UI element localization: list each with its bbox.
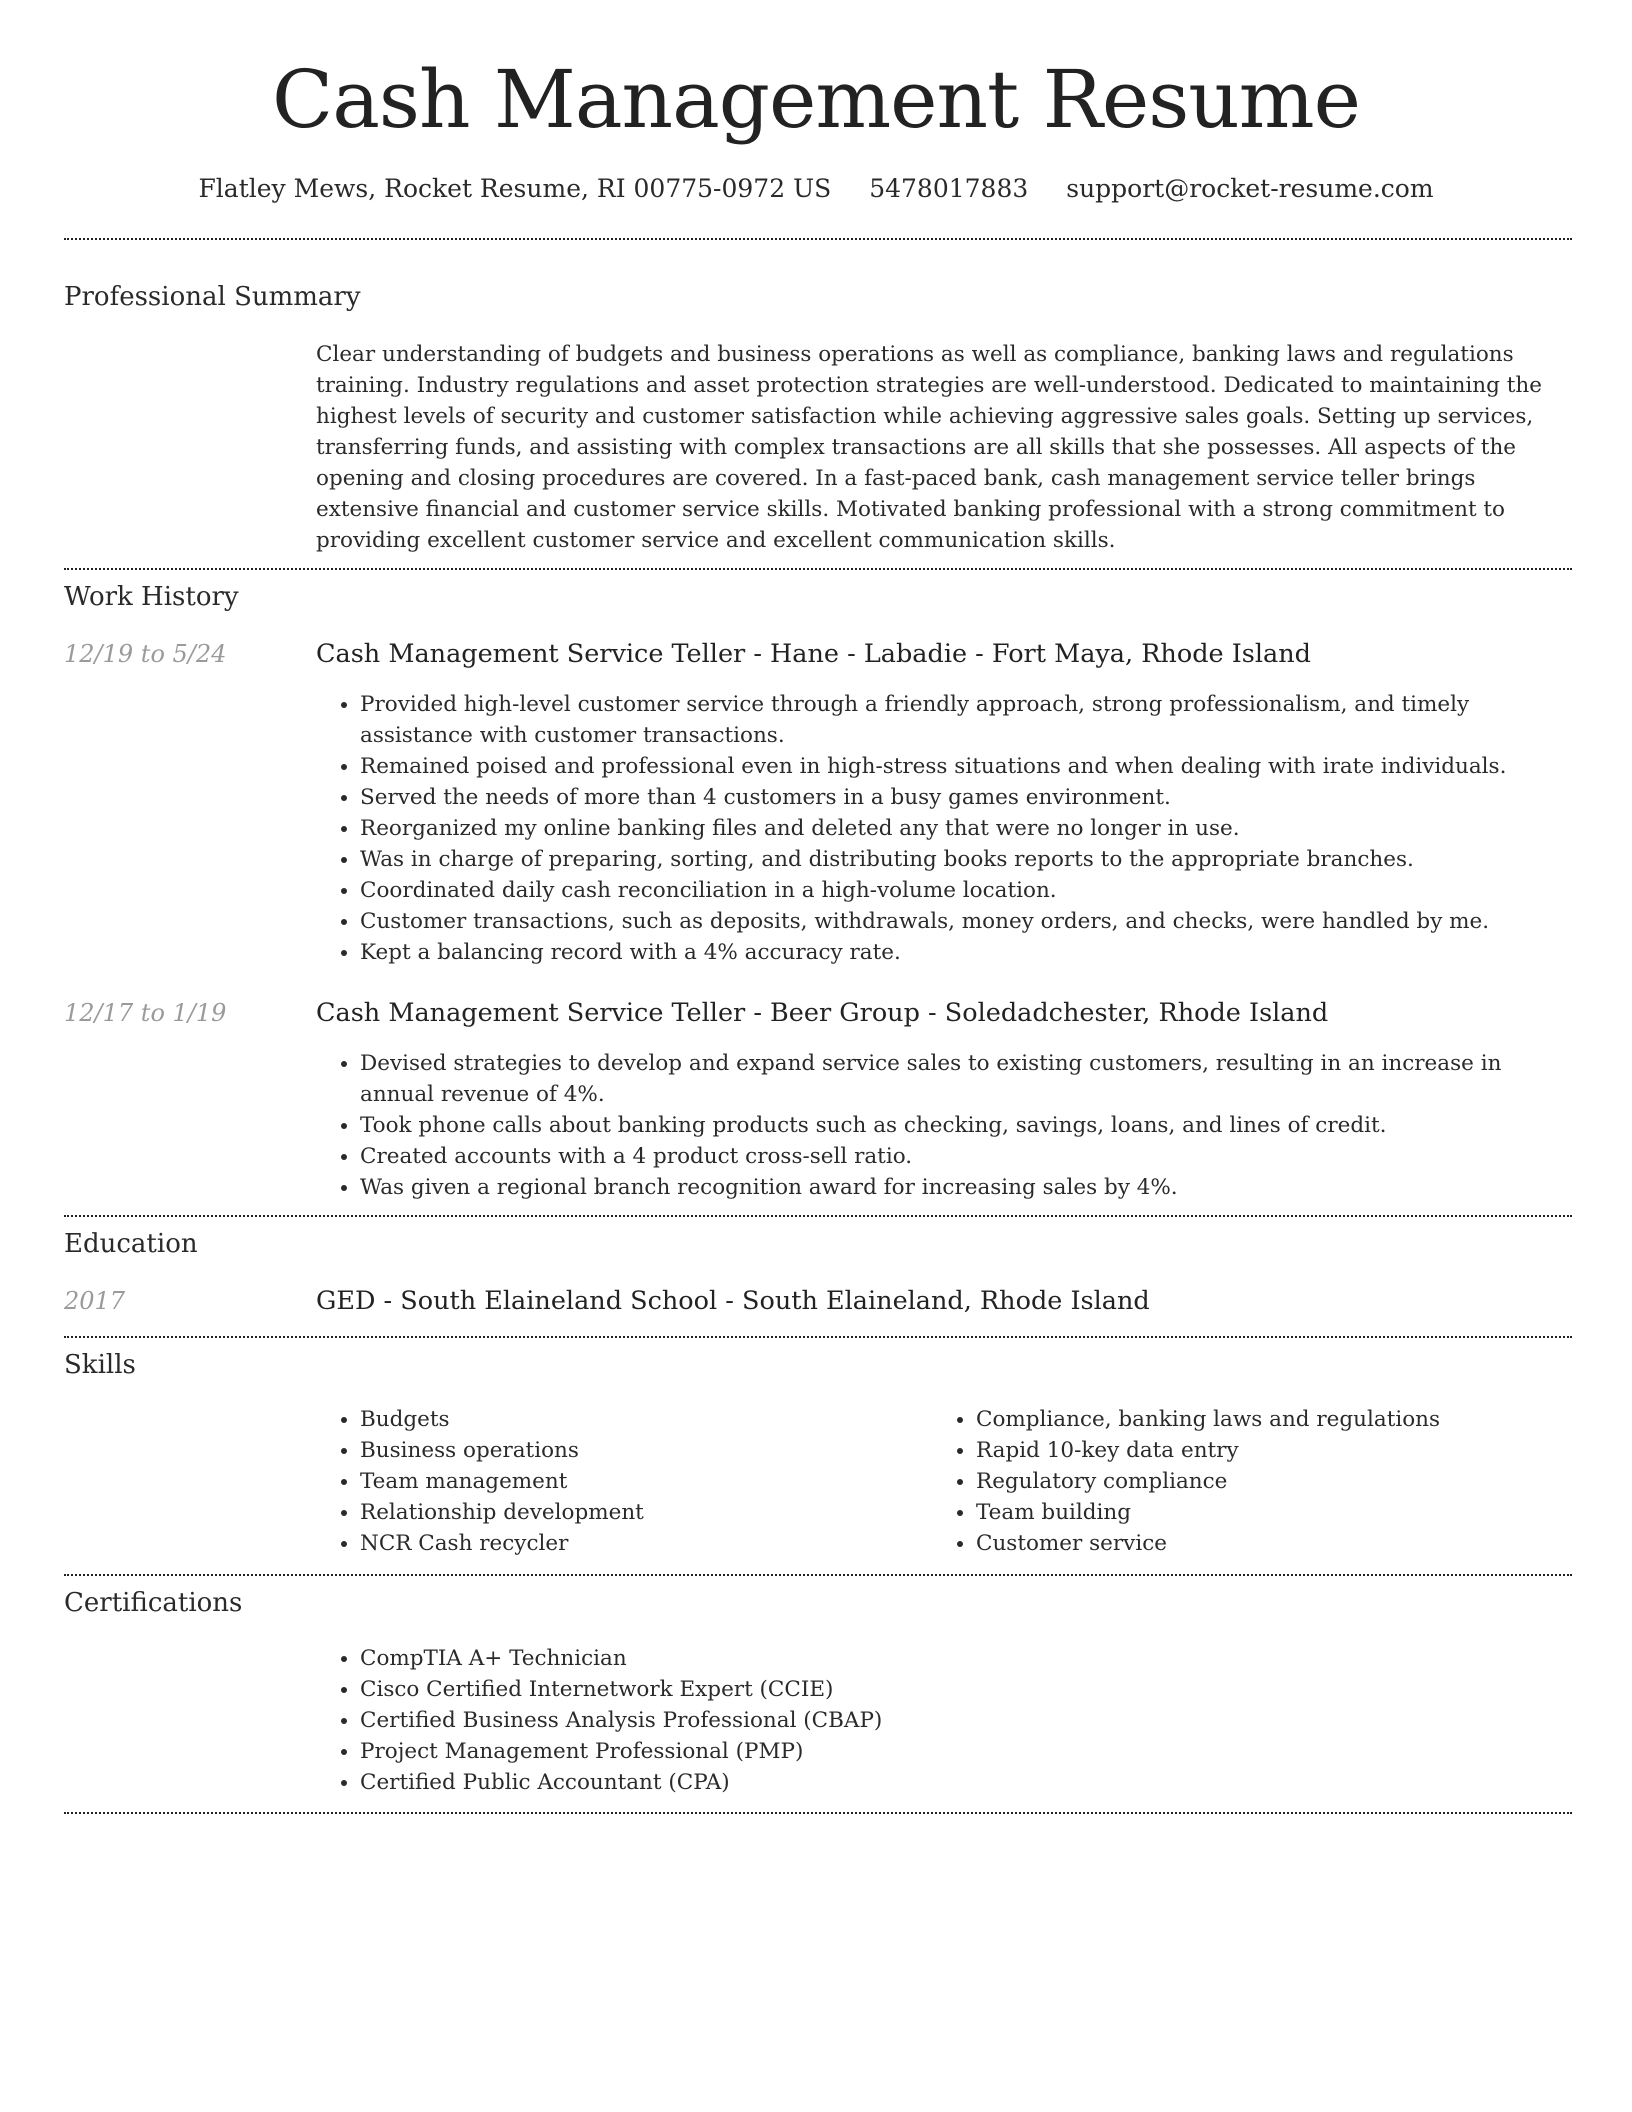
list-item: • Relationship development: [360, 1497, 930, 1528]
list-item: • Budgets: [360, 1404, 930, 1435]
job-title: Cash Management Service Teller - Hane - Labadie - Fort Maya, Rhode Island: [316, 639, 1311, 669]
page-title: Cash Management Resume: [272, 53, 1360, 146]
divider: [64, 1215, 1572, 1217]
education-heading: Education: [64, 1229, 198, 1259]
skills-heading: Skills: [64, 1350, 136, 1380]
contact-email: support@rocket-resume.com: [1066, 174, 1434, 203]
contact-address: Flatley Mews, Rocket Resume, RI 00775-0972 US: [198, 174, 832, 203]
education-title: GED - South Elaineland School - South Elaineland, Rhode Island: [316, 1286, 1150, 1316]
work-history-heading: Work History: [64, 582, 239, 612]
list-item: • Customer service: [976, 1528, 1546, 1559]
job-dates: 12/19 to 5/24: [64, 640, 227, 668]
list-item: • Business operations: [360, 1435, 930, 1466]
contact-phone: 5478017883: [869, 174, 1029, 203]
contact-line: [0, 172, 1632, 206]
list-item: • Took phone calls about banking products such as checking, savings, loans, and lines of credit.: [360, 1110, 1572, 1141]
list-item: • Certified Business Analysis Professional (CBAP): [360, 1705, 930, 1736]
list-item: • Was in charge of preparing, sorting, and distributing books reports to the appropriate branches.: [360, 844, 1572, 875]
certifications-heading: Certifications: [64, 1588, 243, 1618]
list-item: • Served the needs of more than 4 customers in a busy games environment.: [360, 782, 1572, 813]
job-bullet-list: [316, 1048, 1572, 1203]
job-bullet-list: [316, 689, 1572, 968]
summary-heading: Professional Summary: [64, 282, 361, 312]
list-item: • Rapid 10-key data entry: [976, 1435, 1546, 1466]
list-item: • Certified Public Accountant (CPA): [360, 1767, 930, 1798]
list-item: • Provided high-level customer service through a friendly approach, strong professionalism, and timely assistance with customer transactions.: [360, 689, 1572, 751]
skills-list-right: [932, 1404, 1546, 1559]
list-item: • Reorganized my online banking files and deleted any that were no longer in use.: [360, 813, 1572, 844]
list-item: • Remained poised and professional even in high-stress situations and when dealing with irate individuals.: [360, 751, 1572, 782]
divider: [64, 568, 1572, 570]
list-item: • Devised strategies to develop and expand service sales to existing customers, resulting in an increase in annual revenue of 4%.: [360, 1048, 1572, 1110]
list-item: • Team building: [976, 1497, 1546, 1528]
resume-header: [0, 0, 1632, 206]
certifications-list: [316, 1643, 930, 1798]
list-item: • Customer transactions, such as deposits, withdrawals, money orders, and checks, were handled by me.: [360, 906, 1572, 937]
list-item: • Cisco Certified Internetwork Expert (CCIE): [360, 1674, 930, 1705]
list-item: • Created accounts with a 4 product cross-sell ratio.: [360, 1141, 1572, 1172]
list-item: • CompTIA A+ Technician: [360, 1643, 930, 1674]
list-item: • NCR Cash recycler: [360, 1528, 930, 1559]
list-item: • Compliance, banking laws and regulations: [976, 1404, 1546, 1435]
divider: [64, 238, 1572, 240]
list-item: • Coordinated daily cash reconciliation in a high-volume location.: [360, 875, 1572, 906]
job-dates: 12/17 to 1/19: [64, 999, 227, 1027]
divider: [64, 1574, 1572, 1576]
divider: [64, 1336, 1572, 1338]
list-item: • Kept a balancing record with a 4% accuracy rate.: [360, 937, 1572, 968]
list-item: • Team management: [360, 1466, 930, 1497]
skills-list-left: [316, 1404, 930, 1559]
job-title: Cash Management Service Teller - Beer Group - Soledadchester, Rhode Island: [316, 998, 1329, 1028]
list-item: • Was given a regional branch recognition award for increasing sales by 4%.: [360, 1172, 1572, 1203]
education-date: 2017: [64, 1287, 126, 1315]
divider: [64, 1812, 1572, 1814]
list-item: • Project Management Professional (PMP): [360, 1736, 930, 1767]
summary-text: Clear understanding of budgets and business operations as well as compliance, banking laws and regulations training. Industry regulations and asset protection strategies are well-understood. Dedicated to maintaining the highest levels of security and customer satisfaction while achieving aggressive sales goals. Setting up services, transferring funds, and assisting with complex transactions are all skills that she possesses. All aspects of the opening and closing procedures are covered. In a fast-paced bank, cash management service teller brings extensive financial and customer service skills. Motivated banking professional with a strong commitment to providing excellent customer service and excellent communication skills.: [316, 342, 1542, 553]
list-item: • Regulatory compliance: [976, 1466, 1546, 1497]
